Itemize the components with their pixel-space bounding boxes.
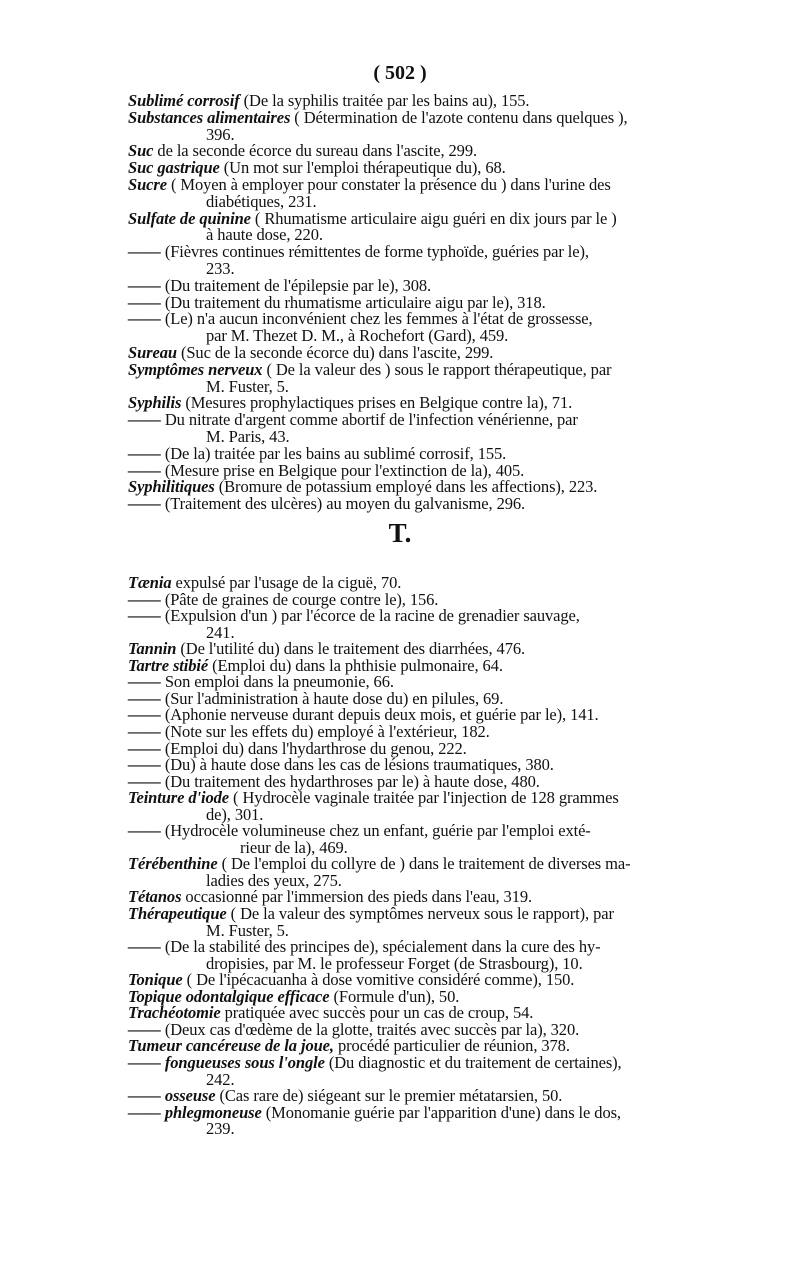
- entry-heading: ——: [128, 461, 161, 480]
- entry-text: (Mesure prise en Belgique pour l'extinction de la), 405.: [160, 461, 525, 480]
- index-line: [0, 361, 800, 379]
- index-line: [0, 591, 800, 609]
- index-line: [0, 109, 800, 127]
- index-line: [0, 1087, 800, 1105]
- index-line: [0, 1037, 800, 1055]
- entry-heading: —— fongueuses sous l'ongle: [128, 1053, 325, 1072]
- index-line: [0, 495, 800, 513]
- entry-heading: ——: [128, 706, 161, 725]
- entry-heading: ——: [128, 310, 161, 329]
- index-line: [0, 327, 800, 345]
- entry-heading: Sublimé corrosif: [128, 92, 240, 110]
- index-line: [0, 740, 800, 758]
- entry-heading: Sureau: [128, 344, 177, 362]
- entry-text: ( De l'ipécacuanha à dose vomitive considéré comme), 150.: [182, 971, 575, 990]
- entry-text: ( Rhumatisme articulaire aigu guéri en dix jours par le ): [250, 209, 617, 228]
- entry-text: (Emploi du) dans l'hydarthrose du genou, 222.: [160, 739, 467, 758]
- entry-text: (Du traitement du rhumatisme articulaire aigu par le), 318.: [160, 293, 546, 312]
- entry-text: (Du traitement de l'épilepsie par le), 308.: [160, 276, 432, 295]
- entry-text: (De la stabilité des principes de), spécialement dans la cure des hy-: [160, 938, 601, 957]
- index-line: [0, 690, 800, 708]
- entry-heading: Tonique: [128, 971, 183, 990]
- entry-text: (Hydrocèle volumineuse chez un enfant, guérie par l'emploi exté-: [160, 822, 591, 841]
- entry-heading: Suc gastrique: [128, 159, 220, 178]
- entry-text: expulsé par l'usage de la ciguë, 70.: [171, 574, 402, 592]
- index-line: [0, 905, 800, 923]
- entry-text: M. Fuster, 5.: [206, 377, 289, 396]
- entry-text: (Cas rare de) siégeant sur le premier métatarsien, 50.: [215, 1087, 563, 1106]
- entry-text: dropisies, par M. le professeur Forget (de Strasbourg), 10.: [206, 954, 583, 973]
- entry-heading: ——: [128, 739, 161, 758]
- entry-heading: ——: [128, 276, 161, 295]
- index-line: [0, 773, 800, 791]
- entry-text: par M. Thezet D. M., à Rochefort (Gard), 459.: [206, 327, 509, 346]
- entry-text: (Sur l'administration à haute dose du) en pilules, 69.: [160, 689, 504, 708]
- index-line: [0, 1120, 800, 1138]
- index-line: [0, 1104, 800, 1122]
- entry-text: 396.: [206, 125, 235, 144]
- entry-text: ( Hydrocèle vaginale traitée par l'injection de 128 grammes: [229, 789, 619, 808]
- entry-text: Son emploi dans la pneumonie, 66.: [160, 673, 394, 692]
- index-line: [0, 226, 800, 244]
- index-line: [0, 378, 800, 396]
- page-number: ( 502 ): [373, 62, 427, 84]
- entry-heading: ——: [128, 411, 161, 430]
- entry-text: (Deux cas d'œdème de la glotte, traités avec succès par la), 320.: [160, 1020, 580, 1039]
- entry-text: 241.: [206, 623, 235, 642]
- entry-text: Du nitrate d'argent comme abortif de l'infection vénérienne, par: [160, 411, 578, 430]
- index-line: [0, 640, 800, 658]
- index-line: [0, 789, 800, 807]
- entry-heading: ——: [128, 243, 161, 262]
- entry-text: pratiquée avec succès pour un cas de croup, 54.: [220, 1004, 534, 1023]
- entry-text: 233.: [206, 260, 235, 278]
- index-line: [0, 310, 800, 328]
- entry-heading: ——: [128, 590, 161, 609]
- index-line: [0, 756, 800, 774]
- index-line: [0, 723, 800, 741]
- entry-text: (De la) traitée par les bains au sublimé corrosif, 155.: [160, 444, 507, 463]
- entry-heading: —— osseuse: [128, 1087, 216, 1106]
- entry-text: procédé particulier de réunion, 378.: [333, 1037, 570, 1056]
- index-line: [0, 806, 800, 824]
- index-line: [0, 411, 800, 429]
- index-line: [0, 938, 800, 956]
- index-line: [0, 971, 800, 989]
- entry-heading: Substances alimentaires: [128, 108, 291, 127]
- entry-text: (De la syphilis traitée par les bains au), 155.: [239, 92, 530, 110]
- index-line: [0, 394, 800, 412]
- entry-text: ( Détermination de l'azote contenu dans quelques ),: [290, 108, 628, 127]
- entry-text: ( Moyen à employer pour constater la présence du ) dans l'urine des: [166, 176, 611, 194]
- entry-text: (Fièvres continues rémittentes de forme typhoïde, guéries par le),: [160, 243, 589, 262]
- index-line: [0, 657, 800, 675]
- entry-heading: ——: [128, 495, 161, 514]
- entry-heading: ——: [128, 756, 161, 775]
- entry-heading: Tétanos: [128, 888, 182, 907]
- entry-text: (Du diagnostic et du traitement de certaines),: [324, 1053, 622, 1072]
- entry-heading: ——: [128, 772, 161, 791]
- index-line: [0, 1004, 800, 1022]
- entry-text: (De l'utilité du) dans le traitement des diarrhées, 476.: [176, 640, 526, 659]
- entry-text: ( De la valeur des ) sous le rapport thérapeutique, par: [262, 360, 612, 379]
- entry-text: (Bromure de potassium employé dans les affections), 223.: [214, 478, 598, 497]
- index-line: [0, 260, 800, 278]
- index-line: [0, 673, 800, 691]
- entry-text: M. Paris, 43.: [206, 428, 290, 446]
- entry-text: (Formule d'un), 50.: [329, 987, 460, 1006]
- index-line: [0, 624, 800, 642]
- entry-heading: Trachéotomie: [128, 1004, 221, 1023]
- entry-text: ( De la valeur des symptômes nerveux sous le rapport), par: [226, 905, 614, 923]
- entry-text: (Expulsion d'un ) par l'écorce de la racine de grenadier sauvage,: [160, 607, 580, 626]
- index-line: [0, 478, 800, 496]
- entry-text: (Traitement des ulcères) au moyen du galvanisme, 296.: [160, 495, 526, 514]
- index-line: [0, 872, 800, 890]
- entry-text: (Aphonie nerveuse durant depuis deux mois, et guérie par le), 141.: [160, 706, 599, 725]
- index-line: [0, 839, 800, 857]
- entry-text: 239.: [206, 1120, 235, 1139]
- entry-heading: Sulfate de quinine: [128, 209, 251, 228]
- entry-heading: ——: [128, 1020, 161, 1039]
- entry-text: diabétiques, 231.: [206, 192, 317, 211]
- entry-text: (Suc de la seconde écorce du) dans l'ascite, 299.: [176, 344, 494, 362]
- entry-text: 242.: [206, 1070, 235, 1089]
- entry-text: de), 301.: [206, 805, 264, 824]
- index-line: [0, 445, 800, 463]
- index-line: [0, 1054, 800, 1072]
- index-line: [0, 1071, 800, 1089]
- entry-text: ladies des yeux, 275.: [206, 871, 342, 890]
- entry-text: (Monomanie guérie par l'apparition d'une) dans le dos,: [261, 1103, 621, 1122]
- index-line: [0, 277, 800, 295]
- entry-heading: Syphilis: [128, 394, 182, 413]
- entry-heading: Suc: [128, 142, 154, 161]
- index-line: [0, 706, 800, 724]
- entry-text: M. Fuster, 5.: [206, 921, 289, 940]
- entry-heading: Symptômes nerveux: [128, 360, 263, 379]
- entry-heading: Térébenthine: [128, 855, 218, 874]
- index-line: [0, 462, 800, 480]
- entry-heading: ——: [128, 822, 161, 841]
- entry-text: (Un mot sur l'emploi thérapeutique du), 68.: [219, 159, 506, 178]
- entry-heading: Topique odontalgique efficace: [128, 987, 330, 1006]
- entry-heading: ——: [128, 722, 161, 741]
- entry-heading: ——: [128, 444, 161, 463]
- entry-text: (Du traitement des hydarthroses par le) à haute dose, 480.: [160, 772, 540, 791]
- entry-text: (Emploi du) dans la phthisie pulmonaire, 64.: [208, 656, 503, 675]
- index-line: [0, 159, 800, 177]
- entry-heading: —— phlegmoneuse: [128, 1103, 262, 1122]
- index-line: [0, 344, 800, 362]
- entry-heading: ——: [128, 607, 161, 626]
- index-line: [0, 428, 800, 446]
- entry-text: ( De l'emploi du collyre de ) dans le traitement de diverses ma-: [217, 855, 631, 874]
- section-letter: T.: [388, 518, 412, 548]
- index-line: [0, 988, 800, 1006]
- entry-text: (Du) à haute dose dans les cas de lésions traumatiques, 380.: [160, 756, 554, 775]
- entry-heading: Sucre: [128, 176, 167, 194]
- index-line: [0, 922, 800, 940]
- index-line: [0, 193, 800, 211]
- index-line: [0, 822, 800, 840]
- entry-text: (Mesures prophylactiques prises en Belgique contre la), 71.: [181, 394, 573, 413]
- entry-text: de la seconde écorce du sureau dans l'ascite, 299.: [153, 142, 478, 161]
- entry-heading: Tumeur cancéreuse de la joue,: [128, 1037, 334, 1056]
- entry-text: occasionné par l'immersion des pieds dans l'eau, 319.: [181, 888, 533, 907]
- index-line: [0, 210, 800, 228]
- index-line: [0, 607, 800, 625]
- index-line: [0, 574, 800, 592]
- entry-text: (Pâte de graines de courge contre le), 156.: [160, 590, 439, 609]
- index-line: [0, 855, 800, 873]
- index-line: [0, 294, 800, 312]
- entry-text: (Note sur les effets du) employé à l'extérieur, 182.: [160, 722, 490, 741]
- entry-text: rieur de la), 469.: [240, 838, 348, 857]
- entry-heading: Tartre stibié: [128, 656, 209, 675]
- entry-heading: Tænia: [128, 574, 172, 592]
- entry-heading: ——: [128, 673, 161, 692]
- index-line: [0, 176, 800, 194]
- entry-heading: ——: [128, 938, 161, 957]
- index-line: [0, 1021, 800, 1039]
- entry-heading: Tannin: [128, 640, 177, 659]
- index-line: [0, 955, 800, 973]
- entry-heading: ——: [128, 293, 161, 312]
- entry-heading: Syphilitiques: [128, 478, 215, 497]
- entry-heading: Teinture d'iode: [128, 789, 230, 808]
- entry-text: à haute dose, 220.: [206, 226, 323, 245]
- entry-heading: ——: [128, 689, 161, 708]
- index-line: [0, 92, 800, 110]
- index-line: [0, 243, 800, 261]
- index-line: [0, 888, 800, 906]
- entry-heading: Thérapeutique: [128, 905, 227, 923]
- index-line: [0, 126, 800, 144]
- entry-text: (Le) n'a aucun inconvénient chez les femmes à l'état de grossesse,: [160, 310, 593, 329]
- index-line: [0, 142, 800, 160]
